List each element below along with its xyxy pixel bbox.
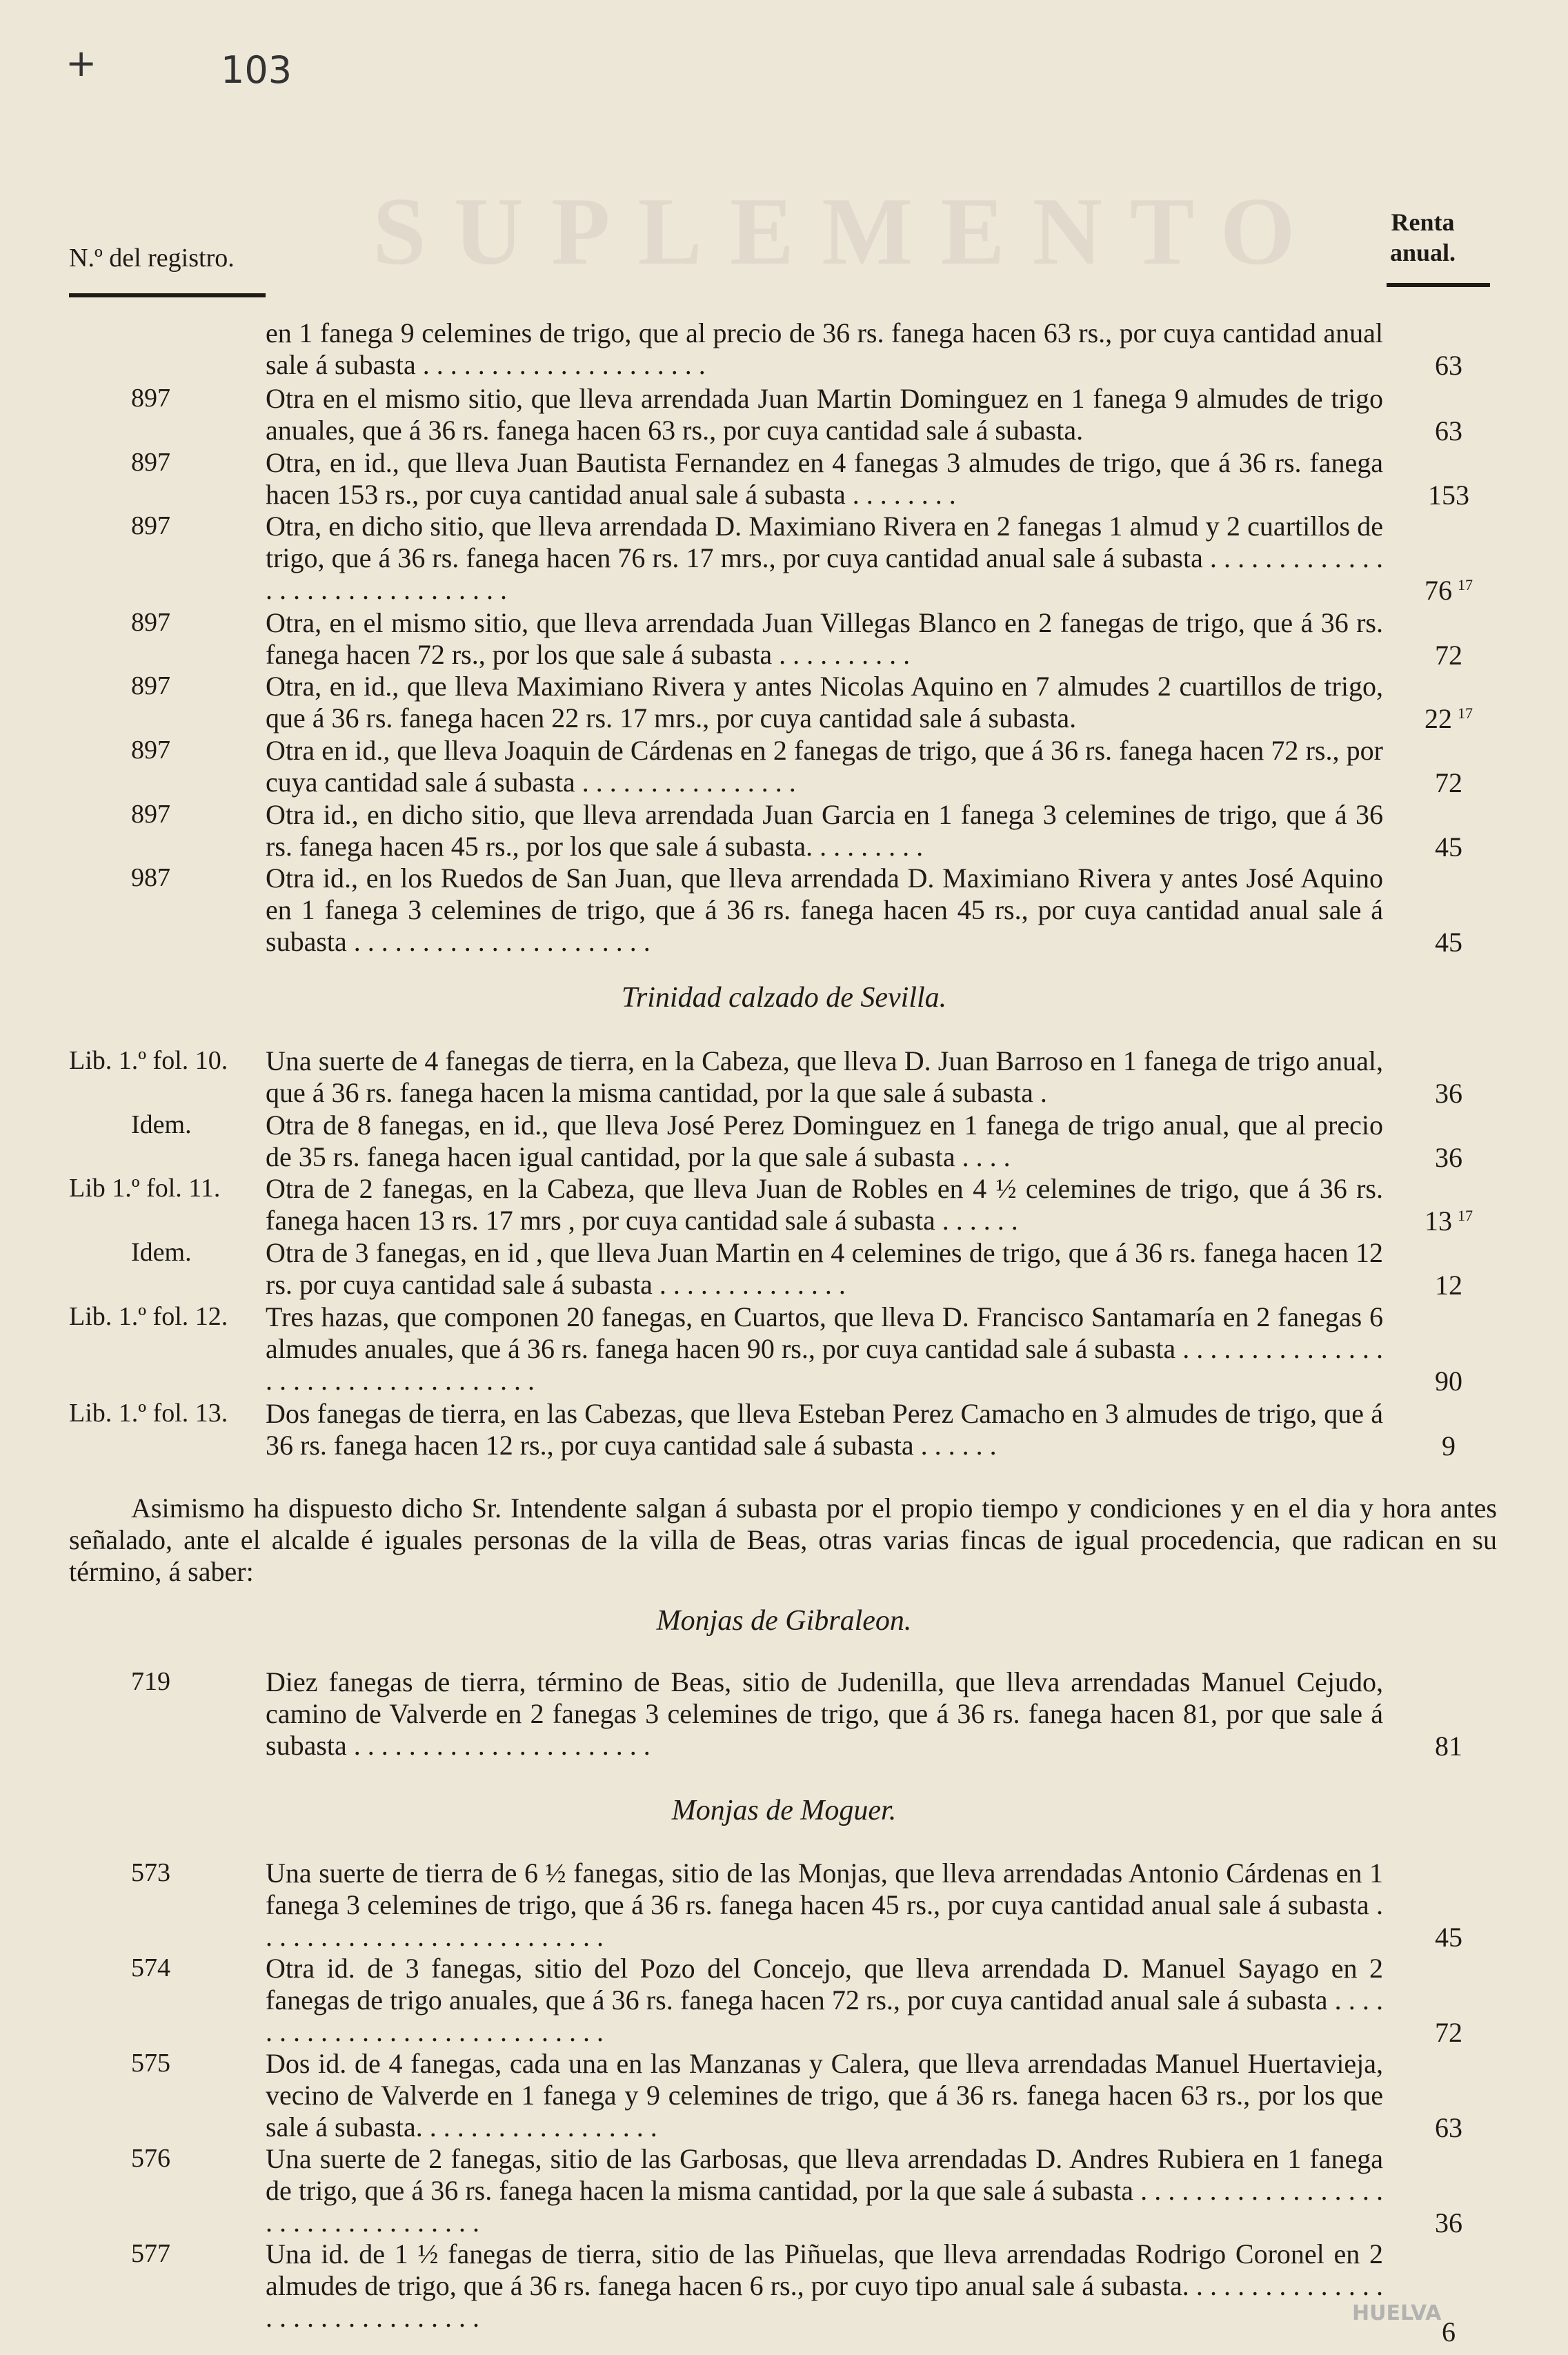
book-folio-ref: Lib. 1.º fol. 10. [69,1046,228,1075]
entry-amount [1407,831,1490,863]
amount-maravedis: 17 [1458,1206,1473,1224]
entry-text: Una id. de 1 ½ fanegas de tierra, sitio de las Piñuelas, que lleva arrendadas Rodrigo Coronel en 2 almudes de trigo, que á 36 rs. fanega hacen 6 rs., por cuyo tipo anual sale á subasta. . . . . . . . . . . . . . . . . . . . . . . . . . . . . . . [266,2238,1383,2333]
amount-value: 72 [1435,2017,1462,2048]
amount-value: 153 [1428,480,1469,511]
amount-maravedis: 17 [1458,575,1473,593]
entry-amount [1407,639,1490,671]
entry-amount [1407,1077,1490,1110]
entry-amount [1407,415,1490,447]
amount-value: 45 [1435,927,1462,958]
book-folio-ref: Idem. [131,1110,192,1139]
entry-text: Otra id., en dicho sitio, que lleva arrendada Juan Garcia en 1 fanega 3 celemines de trigo, que á 36 rs. fanega hacen 45 rs., por los que sale á subasta. . . . . . . . . [266,799,1383,862]
section-heading: Trinidad calzado de Sevilla. [621,982,947,1014]
entry-text: Una suerte de 2 fanegas, sitio de las Garbosas, que lleva arrendadas D. Andres Rubiera en 1 fanega de trigo, que á 36 rs. fanega hacen la misma cantidad, por la que sale á subasta . . . . . . . . . . . . . . . . . . . . . . . . . . . . . . . . . . [266,2143,1383,2238]
book-folio-ref: Lib. 1.º fol. 12. [69,1302,228,1331]
entry-amount [1407,2111,1490,2144]
amount-value: 12 [1435,1270,1462,1301]
entry-amount [1407,479,1490,511]
amount-value: 63 [1435,2112,1462,2143]
amount-value: 76 [1425,575,1452,606]
entry-amount [1407,1730,1490,1762]
registry-number: 719 [131,1667,170,1696]
entry-amount [1407,1365,1490,1397]
entry-amount [1407,767,1490,799]
entry-amount [1407,1430,1490,1462]
entry-text: Otra, en id., que lleva Juan Bautista Fernandez en 4 fanegas 3 almudes de trigo, que á 36 rs. fanega hacen 153 rs., por cuya cantidad anual sale á subasta . . . . . . . . [266,447,1383,510]
amount-value: 36 [1435,1142,1462,1173]
margin-note-page: 103 [221,48,292,92]
registry-number: 574 [131,1953,170,1982]
entry-text: Otra, en dicho sitio, que lleva arrendada D. Maximiano Rivera en 2 fanegas 1 almud y 2 cuartillos de trigo, que á 36 rs. fanega hacen 76 rs. 17 mrs., por cuya cantidad anual sale á subasta . . . . . . . . . . . . . . . . . . . . . . . . . . . . . . . [266,511,1383,605]
amount-value: 36 [1435,2207,1462,2238]
registry-number: 897 [131,384,170,413]
amount-value: 45 [1435,831,1462,863]
section-heading: Monjas de Gibraleon. [656,1605,912,1637]
entry-amount [1407,1921,1490,1953]
amount-value: 72 [1435,767,1462,798]
registry-number: 897 [131,671,170,700]
entry-text: Otra de 8 fanegas, en id., que lleva José Perez Dominguez en 1 fanega de trigo anual, que al precio de 35 rs. fanega hacen igual cantidad, por la que sale á subasta . . . . [266,1110,1383,1172]
entry-text: Una suerte de 4 fanegas de tierra, en la Cabeza, que lleva D. Juan Barroso en 1 fanega de trigo anual, que á 36 rs. fanega hacen la misma cantidad, por la que sale á subasta . [266,1045,1383,1108]
entry-amount [1407,702,1490,735]
entry-amount [1407,1269,1490,1301]
entry-text: Otra en el mismo sitio, que lleva arrendada Juan Martin Dominguez en 1 fanega 9 almudes de trigo anuales, que á 36 rs. fanega hacen 63 rs., por cuya cantidad sale á subasta. [266,383,1383,446]
entry-text: Tres hazas, que componen 20 fanegas, en Cuartos, que lleva D. Francisco Santamaría en 2 fanegas 6 almudes anuales, que á 36 rs. fanega hacen 90 rs., por cuya cantidad sale á subasta . . . . . . . . . . . . . . . . . . . . . . . . . . . . . . . . . . . [266,1301,1383,1396]
entry-amount [1407,1141,1490,1174]
header-registry: N.º del registro. [69,244,235,273]
registry-number: 987 [131,863,170,892]
registry-number: 897 [131,448,170,477]
entry-text: en 1 fanega 9 celemines de trigo, que al precio de 36 rs. fanega hacen 63 rs., por cuya cantidad anual sale á subasta . . . . . . . . . . . . . . . . . . . . . [266,317,1383,380]
entry-text: Otra de 2 fanegas, en la Cabeza, que lleva Juan de Robles en 4 ½ celemines de trigo, que á 36 rs. fanega hacen 13 rs. 17 mrs , por cuya cantidad sale á subasta . . . . . . [266,1173,1383,1236]
entry-text: Dos fanegas de tierra, en las Cabezas, que lleva Esteban Perez Camacho en 3 almudes de trigo, que á 36 rs. fanega hacen 12 rs., por cuya cantidad sale á subasta . . . . . . [266,1398,1383,1461]
header-rent-line2: anual. [1390,239,1456,266]
entry-text: Otra de 3 fanegas, en id , que lleva Juan Martin en 4 celemines de trigo, que á 36 rs. fanega hacen 12 rs. por cuya cantidad sale á subasta . . . . . . . . . . . . . . [266,1237,1383,1300]
amount-value: 63 [1435,415,1462,446]
amount-value: 36 [1435,1078,1462,1109]
header-rent [1390,207,1456,268]
registry-number: 576 [131,2144,170,2173]
book-folio-ref: Lib 1.º fol. 11. [69,1174,221,1203]
header-rule-left [69,293,266,297]
amount-value: 81 [1435,1731,1462,1762]
entry-amount [1407,574,1490,607]
header-rent-line1: Renta [1391,208,1455,236]
entry-amount [1407,926,1490,958]
entry-text: Otra, en el mismo sitio, que lleva arrendada Juan Villegas Blanco en 2 fanegas de trigo, que á 36 rs. fanega hacen 72 rs., por los que sale á subasta . . . . . . . . . . [266,607,1383,670]
section-heading: Monjas de Moguer. [671,1795,897,1826]
amount-value: 6 [1442,2316,1456,2347]
registry-number: 575 [131,2049,170,2078]
amount-value: 9 [1442,1430,1456,1461]
amount-value: 13 [1425,1205,1452,1236]
registry-number: 897 [131,608,170,637]
book-folio-ref: Idem. [131,1238,192,1267]
watermark: SUPLEMENTO [373,178,1323,285]
amount-value: 63 [1435,350,1462,381]
amount-value: 22 [1425,703,1452,734]
entry-text: Otra, en id., que lleva Maximiano Rivera y antes Nicolas Aquino en 7 almudes 2 cuartillos de trigo, que á 36 rs. fanega hacen 22 rs. 17 mrs., por cuya cantidad sale á subasta. [266,671,1383,733]
entry-amount [1407,2016,1490,2049]
registry-number: 897 [131,511,170,540]
amount-value: 45 [1435,1922,1462,1953]
entry-text: Una suerte de tierra de 6 ½ fanegas, sitio de las Monjas, que lleva arrendadas Antonio Cárdenas en 1 fanega 3 celemines de trigo, que á 36 rs. fanega hacen 45 rs., por cuya cantidad anual sale á subasta . . . . . . . . . . . . . . . . . . . . . . . . . . [266,1858,1383,1952]
entry-text: Otra id. de 3 fanegas, sitio del Pozo del Concejo, que lleva arrendada D. Manuel Sayago en 2 fanegas de trigo anuales, que á 36 rs. fanega hacen 72 rs., por cuya cantidad anual sale á subasta . . . . . . . . . . . . . . . . . . . . . . . . . . . . . [266,1953,1383,2047]
margin-note-left: + [66,41,97,85]
book-folio-ref: Lib. 1.º fol. 13. [69,1399,228,1428]
amount-value: 90 [1435,1366,1462,1397]
registry-number: 897 [131,736,170,765]
registry-number: 577 [131,2239,170,2268]
amount-value: 72 [1435,640,1462,671]
entry-text: Otra en id., que lleva Joaquin de Cárdenas en 2 fanegas de trigo, que á 36 rs. fanega hacen 72 rs., por cuya cantidad sale á subasta . . . . . . . . . . . . . . . . [266,735,1383,798]
entry-amount [1407,349,1490,382]
registry-number: 573 [131,1858,170,1887]
intro-paragraph: Asimismo ha dispuesto dicho Sr. Intendente salgan á subasta por el propio tiempo y condiciones y en el dia y hora antes señalado, ante el alcalde é iguales personas de la villa de Beas, otras varias fincas de igual procedencia, que radican en su término, á saber: [69,1492,1497,1587]
header-rule-right [1387,283,1490,287]
amount-maravedis: 17 [1458,704,1473,722]
entry-amount [1407,2207,1490,2239]
archive-stamp: HUELVA [1352,2301,1442,2325]
entry-text: Otra id., en los Ruedos de San Juan, que lleva arrendada D. Maximiano Rivera y antes José Aquino en 1 fanega 3 celemines de trigo, que á 36 rs. fanega hacen 45 rs., por cuya cantidad anual sale á subasta . . . . . . . . . . . . . . . . . . . . . . [266,863,1383,957]
entry-text: Diez fanegas de tierra, término de Beas, sitio de Judenilla, que lleva arrendadas Manuel Cejudo, camino de Valverde en 2 fanegas 3 celemines de trigo, que á 36 rs. fanega hacen 81, por que sale á subasta . . . . . . . . . . . . . . . . . . . . . . [266,1666,1383,1761]
entry-amount [1407,1205,1490,1237]
entry-text: Dos id. de 4 fanegas, cada una en las Manzanas y Calera, que lleva arrendadas Manuel Huertavieja, vecino de Valverde en 1 fanega y 9 celemines de trigo, que á 36 rs. fanega hacen 63 rs., por los que sale á subasta. . . . . . . . . . . . . . . . . . [266,2048,1383,2142]
registry-number: 897 [131,800,170,829]
